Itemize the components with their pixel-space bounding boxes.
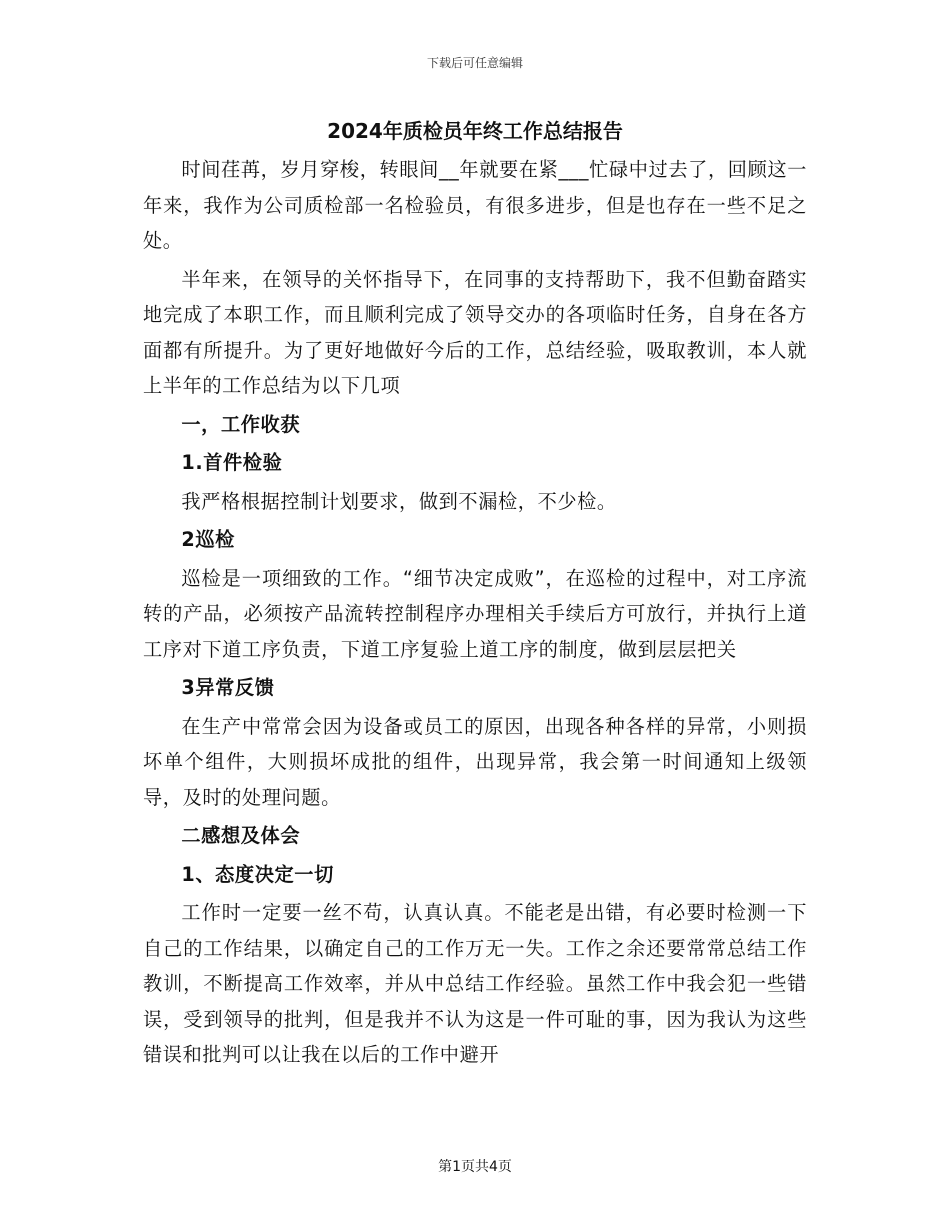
document-title: 2024年质检员年终工作总结报告 [327, 119, 623, 143]
section-heading-work-gains: 一，工作收获 [181, 412, 301, 436]
subheading-attitude: 1、态度决定一切 [181, 862, 334, 886]
section-heading-reflections: 二感想及体会 [181, 824, 301, 847]
subheading-patrol-inspection: 2巡检 [181, 528, 235, 551]
page-footer: 第1页共4页 [438, 1159, 512, 1175]
patrol-inspection-paragraph: 巡检是一项细致的工作。“细节决定成败”，在巡检的过程中，对工序流转的产品，必须按产品流转控制程序办理相关手续后方可放行，并执行上道工序对下道工序负责，下道工序复验上道工序的制度，做到层层把关 [143, 566, 807, 661]
intro-paragraph: 时间荏苒，岁月穿梭，转眼间__年就要在紧___忙碌中过去了，回顾这一年来，我作为公司质检部一名检验员，有很多进步，但是也存在一些不足之处。 [143, 158, 807, 252]
abnormal-feedback-paragraph: 在生产中常常会因为设备或员工的原因，出现各种各样的异常，小则损坏单个组件，大则损坏成批的组件，出现异常，我会第一时间通知上级领导，及时的处理问题。 [143, 714, 807, 809]
subheading-abnormal-feedback: 3异常反馈 [181, 676, 275, 699]
subheading-first-article-inspection: 1.首件检验 [181, 451, 283, 474]
first-article-paragraph: 我严格根据控制计划要求，做到不漏检，不少检。 [181, 489, 617, 513]
summary-paragraph: 半年来，在领导的关怀指导下，在同事的支持帮助下，我不但勤奋踏实地完成了本职工作，而且顺利完成了领导交办的各项临时任务，自身在各方面都有所提升。为了更好地做好今后的工作，总结经验，吸取教训，本人就上半年的工作总结为以下几项 [143, 267, 807, 397]
document-body [143, 152, 807, 1076]
attitude-paragraph: 工作时一定要一丝不苟，认真认真。不能老是出错，有必要时检测一下自己的工作结果，以确定自己的工作万无一失。工作之余还要常常总结工作教训，不断提高工作效率，并从中总结工作经验。虽然工作中我会犯一些错误，受到领导的批判，但是我并不认为这是一件可耻的事，因为我认为这些错误和批判可以让我在以后的工作中避开 [143, 901, 807, 1066]
header-note: 下载后可任意编辑 [426, 56, 523, 70]
